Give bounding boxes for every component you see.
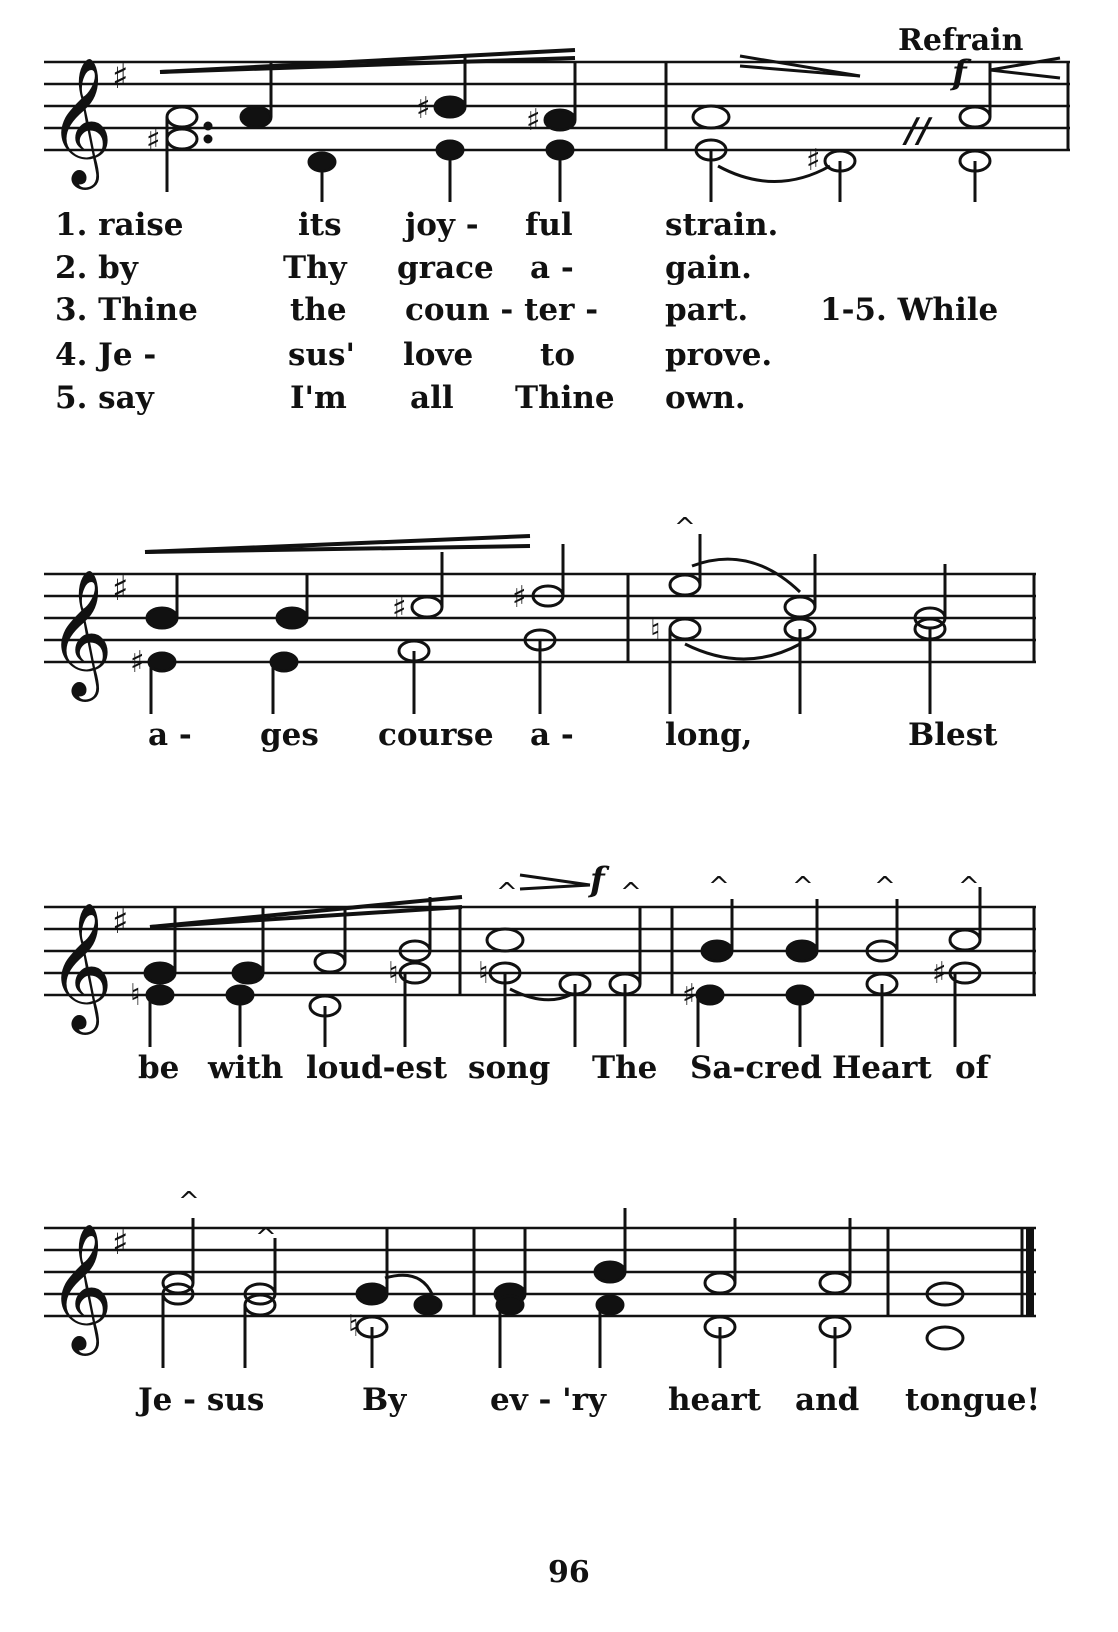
lyric-word: Thy [283,250,347,286]
decrescendo-hairpin [520,875,590,889]
lyric-word: Blest [908,717,998,753]
lyric-row-4 [55,337,772,373]
lyric-word: heart [668,1382,761,1418]
lyric-word: song [468,1050,551,1086]
system-2-lyrics [148,717,998,753]
lyric-word: sus' [288,337,355,373]
lyric-word: 1-5. While [820,292,999,328]
notes [163,1208,963,1368]
decrescendo-hairpin [740,56,1060,78]
lyric-word: to [540,337,575,373]
lyric-word: and [795,1382,860,1418]
breath-mark: // [905,111,930,151]
accidentals [146,91,821,178]
sharp-icon: ♯ [392,591,407,626]
lyric-word: course [378,717,494,753]
lyric-word: part. [665,292,749,328]
natural-icon: ♮ [130,978,141,1013]
lyric-word: 5. say [55,380,154,416]
sharp-icon: ♯ [512,580,527,615]
system-3-lyrics [138,1050,991,1086]
lyric-word: of [955,1050,990,1086]
lyric-word: tongue! [905,1382,1041,1418]
sharp-icon: ♯ [130,645,145,680]
lyric-word: ges [260,717,319,753]
accent-mark: ^ [178,1187,200,1217]
lyric-word: ful [525,207,573,243]
lyric-word: joy - [405,207,479,243]
dynamic-forte: f [952,53,967,93]
lyric-word: 3. Thine [55,292,198,328]
natural-icon: ♮ [388,956,399,991]
accent-mark: ^ [496,878,518,908]
treble-clef-icon: 𝄞 [48,1222,114,1350]
sharp-icon: ♯ [932,956,947,991]
lyric-word: a - [148,717,192,753]
dynamic-forte: f [590,860,605,900]
natural-icon: ♮ [478,956,489,991]
system-1-lyrics [55,207,998,416]
lyric-word: Sa-cred [690,1050,822,1086]
notes [147,534,945,714]
system-3 [44,860,1036,1047]
accent-marks [496,872,980,908]
lyric-word: a - [530,717,574,753]
sharp-icon: ♯ [682,978,697,1013]
lyric-row-3 [55,292,998,328]
sharp-icon: ♯ [146,123,161,158]
lyric-word: Thine [515,380,615,416]
lyric-word: 4. Je - [55,337,157,373]
refrain-label: Refrain [898,23,1024,58]
lyric-word: grace [397,250,494,286]
sharp-icon: ♯ [526,103,541,138]
lyric-word: love [403,337,474,373]
key-signature-sharp-icon: ♯ [112,569,129,609]
lyric-word: Je - sus [138,1382,265,1418]
lyric-word: loud-est [306,1050,448,1086]
lyric-word: its [298,207,342,243]
accent-mark: ^ [792,872,814,902]
lyric-word: long, [665,717,753,753]
lyric-word: a - [530,250,574,286]
natural-icon: ♮ [348,1309,359,1344]
lyric-word: be [138,1050,180,1086]
key-signature-sharp-icon: ♯ [112,1223,129,1263]
lyric-word: the [290,292,347,328]
lyric-word: I'm [290,380,347,416]
accent-mark: ^ [874,872,896,902]
treble-clef-icon: 𝄞 [48,56,114,184]
key-signature-sharp-icon: ♯ [112,902,129,942]
lyric-word: own. [665,380,746,416]
sharp-icon: ♯ [806,143,821,178]
accent-mark: ^ [620,878,642,908]
lyric-row-2 [55,250,752,286]
lyric-word: strain. [665,207,779,243]
lyric-row-5 [55,380,746,416]
lyric-word: By [362,1382,407,1418]
system-1 [44,23,1070,202]
key-signature-sharp-icon: ♯ [112,57,129,97]
final-barline [1026,1228,1034,1316]
accent-mark: ^ [958,872,980,902]
lyric-word: Heart [832,1050,932,1086]
system-2 [44,513,1036,714]
lyric-word: 1. raise [55,207,184,243]
notes [145,887,980,1047]
lyric-word: prove. [665,337,773,373]
lyric-word: with [208,1050,284,1086]
accidentals [348,1309,359,1344]
system-4-lyrics [135,1382,1040,1418]
natural-icon: ♮ [650,613,661,648]
sharp-icon: ♯ [416,91,431,126]
system-4 [44,1187,1036,1368]
accent-mark: ^ [708,872,730,902]
lyric-word: The [592,1050,658,1086]
lyric-word: gain. [665,250,752,286]
lyric-word: ev - 'ry [490,1382,607,1418]
page-number: 96 [548,1555,590,1590]
staff-lines [44,907,1036,995]
lyric-word: coun - ter - [405,292,599,328]
treble-clef-icon: 𝄞 [48,568,114,696]
lyric-row-1 [55,207,778,243]
accent-mark: ^ [674,513,696,543]
crescendo-hairpin [150,897,462,927]
lyric-word: all [410,380,454,416]
crescendo-hairpin [145,536,530,552]
treble-clef-icon: 𝄞 [48,901,114,1029]
lyric-word: 2. by [55,250,138,286]
accent-mark: ^ [255,1223,277,1253]
